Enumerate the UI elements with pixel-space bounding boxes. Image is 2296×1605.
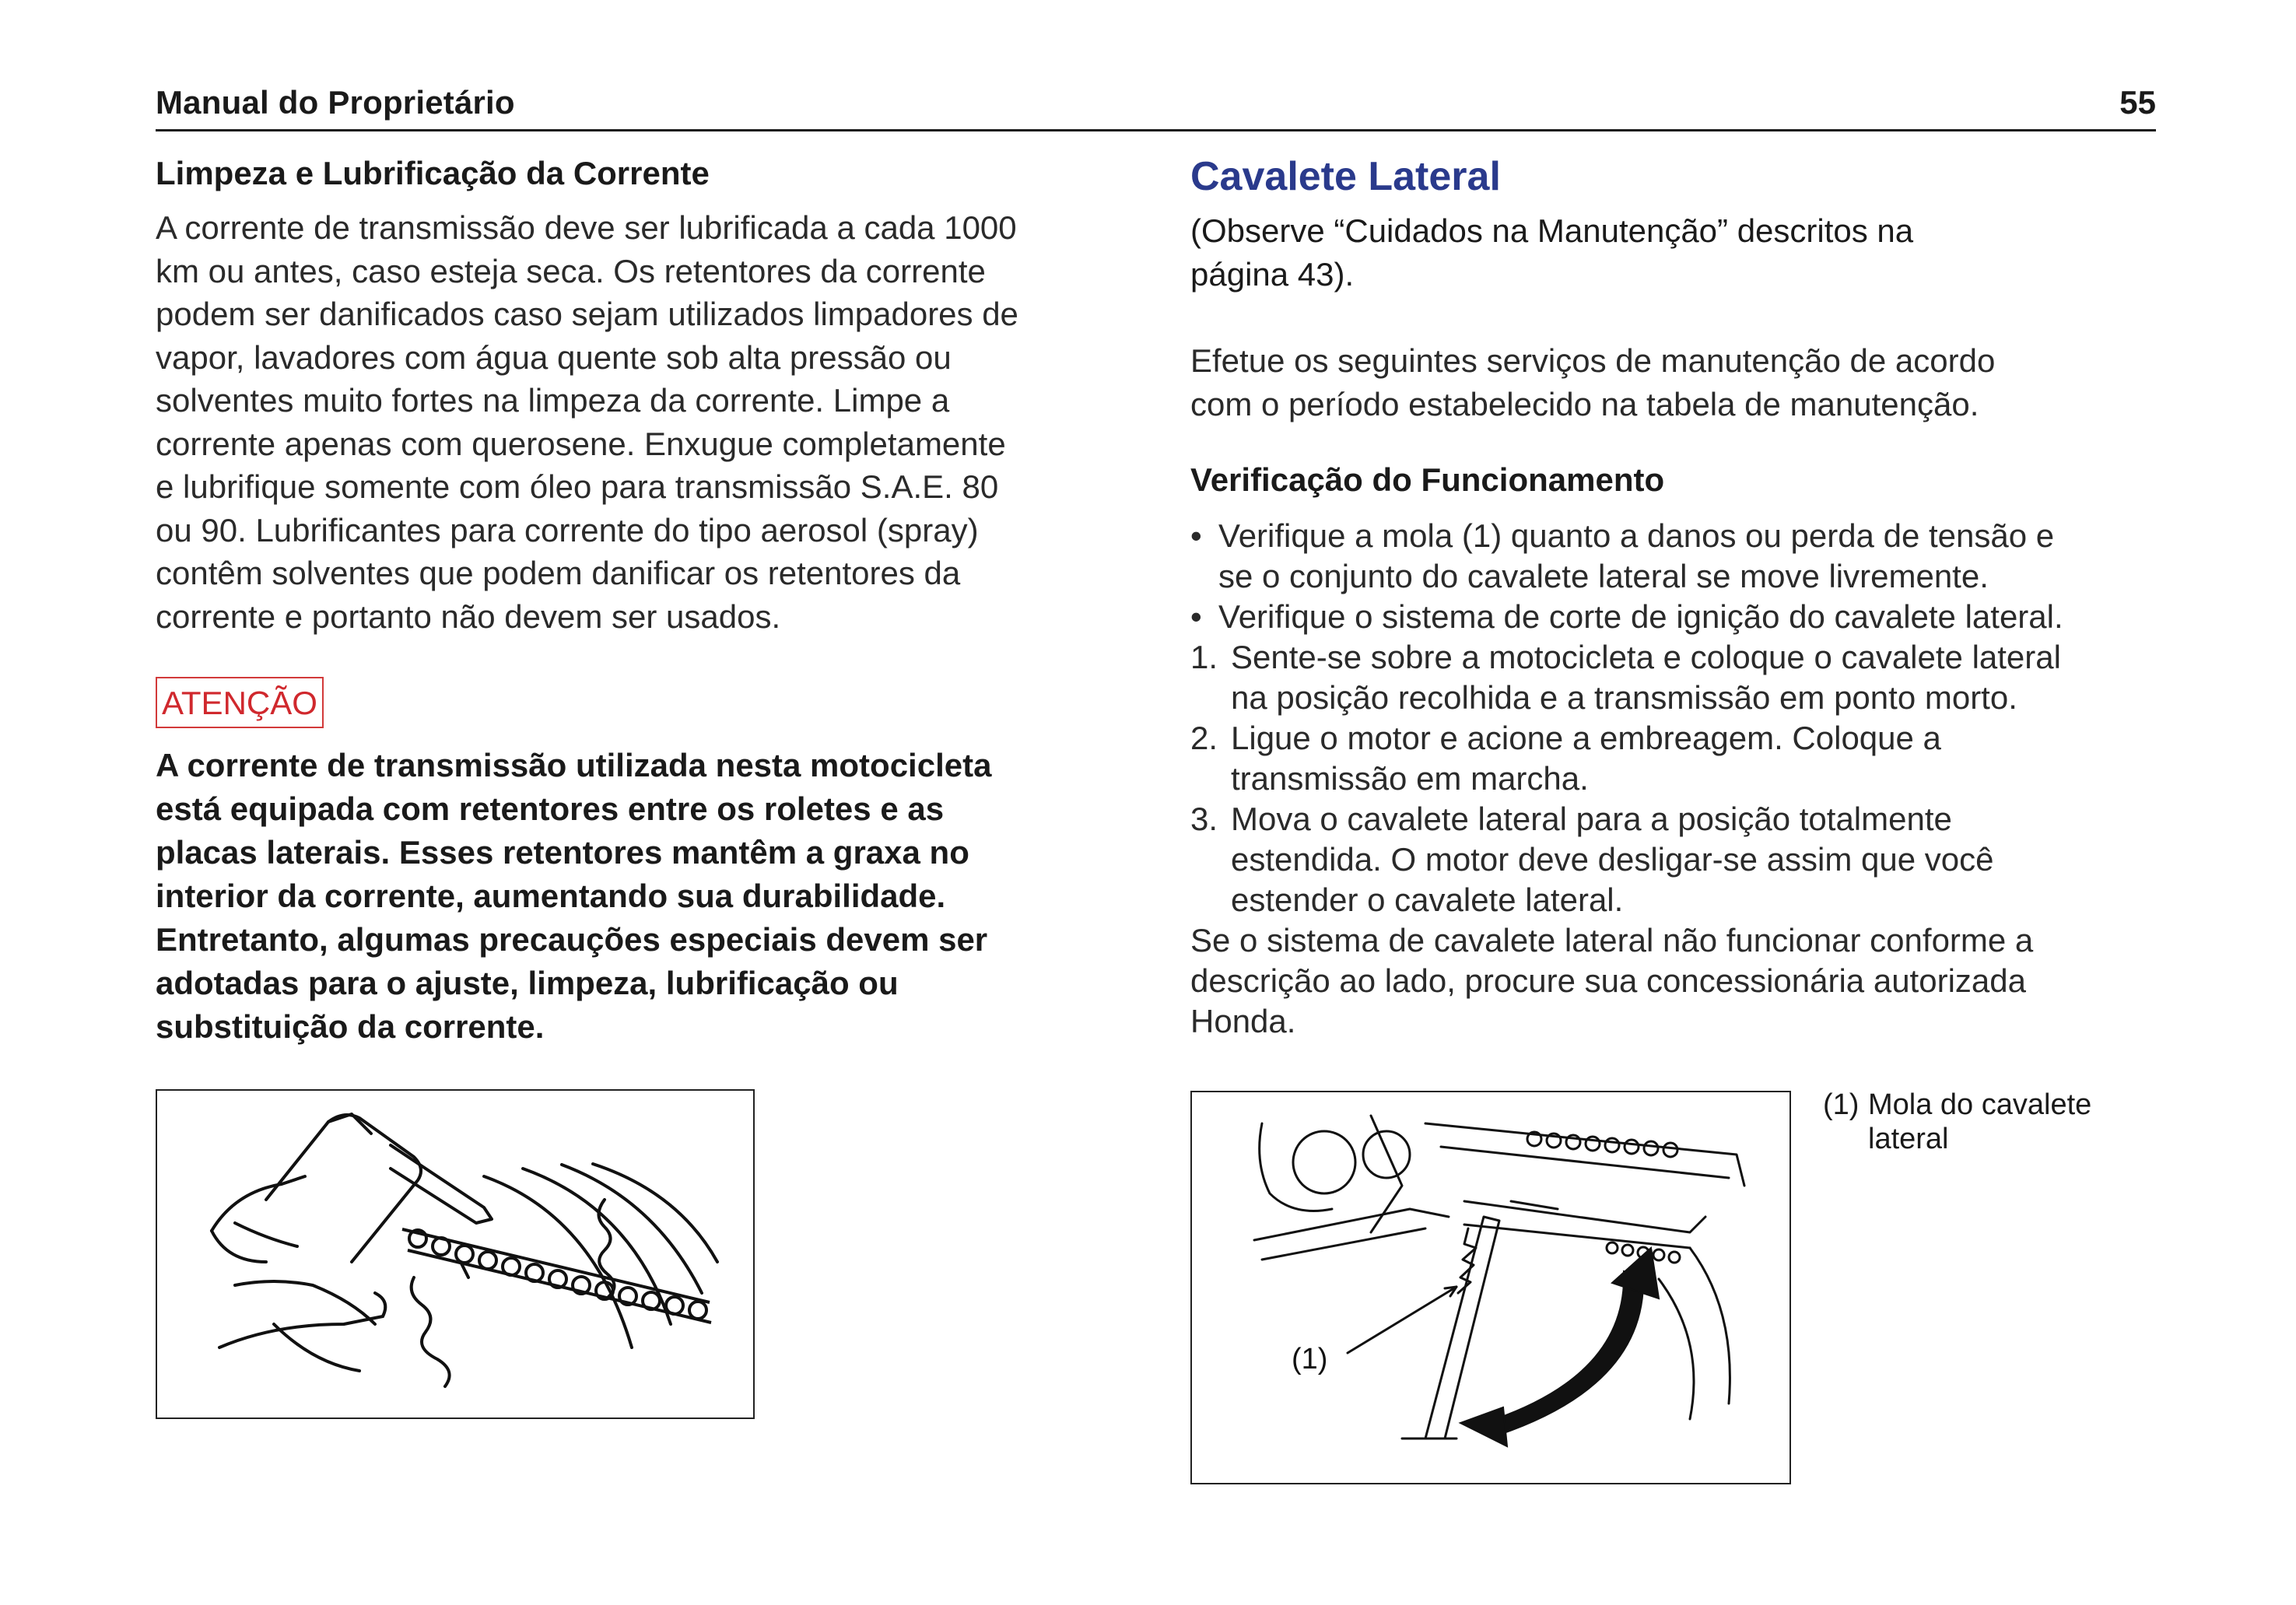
text-line: A corrente de transmissão deve ser lubrificada a cada 1000 — [156, 209, 1017, 246]
list-line: Verifique o sistema de corte de ignição do cavalete lateral. — [1218, 598, 2063, 635]
caption-line: Mola do cavalete — [1868, 1088, 2092, 1121]
side-stand-drawing — [1192, 1092, 1789, 1483]
closing-line: descrição ao lado, procure sua concessionária autorizada — [1190, 962, 2026, 999]
caption-number: (1) — [1823, 1088, 1860, 1121]
step-marker: 1. — [1190, 639, 1218, 675]
left-column — [156, 152, 1120, 1049]
list-item — [1190, 799, 2163, 920]
list-line: Verifique a mola (1) quanto a danos ou perda de tensão e — [1218, 517, 2055, 554]
chain-section-heading: Limpeza e Lubrificação da Corrente — [156, 155, 710, 191]
list-item — [1190, 597, 2163, 637]
bullet-marker: • — [1190, 598, 1202, 635]
closing-line: Honda. — [1190, 1003, 1296, 1039]
side-stand-illustration — [1190, 1091, 1791, 1484]
text-line: solventes muito fortes na limpeza da corrente. Limpe a — [156, 382, 950, 419]
bullet-marker: • — [1190, 517, 1202, 554]
check-heading: Verificação do Funcionamento — [1190, 461, 1665, 498]
text-line: corrente apenas com querosene. Enxugue completamente — [156, 425, 1006, 462]
list-item — [1190, 516, 2163, 597]
intro-line: com o período estabelecido na tabela de manutenção. — [1190, 385, 1979, 422]
text-line: vapor, lavadores com água quente sob alta pressão ou — [156, 338, 952, 376]
text-line: km ou antes, caso esteja seca. Os retentores da corrente — [156, 252, 986, 289]
step-marker: 3. — [1190, 801, 1218, 837]
caption-line: lateral — [1868, 1123, 1949, 1155]
header-divider — [156, 129, 2156, 131]
warning-line: Entretanto, algumas precauções especiais devem ser — [156, 921, 988, 958]
maintenance-note — [1190, 209, 2163, 296]
figure-caption — [1823, 1088, 2150, 1156]
list-line: na posição recolhida e a transmissão em ponto morto. — [1231, 679, 2017, 716]
closing-line: Se o sistema de cavalete lateral não funcionar conforme a — [1190, 922, 2034, 958]
text-line: contêm solventes que podem danificar os retentores da — [156, 555, 961, 591]
text-line: e lubrifique somente com óleo para transmissão S.A.E. 80 — [156, 468, 999, 505]
step-marker: 2. — [1190, 720, 1218, 756]
text-line: podem ser danificados caso sejam utilizados limpadores de — [156, 296, 1018, 332]
chain-paragraph — [156, 206, 1120, 638]
figure-callout-label: (1) — [1292, 1343, 1328, 1375]
right-column — [1190, 152, 2163, 1042]
text-line: corrente e portanto não devem ser usados. — [156, 597, 781, 635]
list-line: Ligue o motor e acione a embreagem. Coloque a — [1231, 720, 1941, 756]
note-line: página 43). — [1190, 255, 1355, 293]
list-item — [1190, 637, 2163, 718]
chain-spray-drawing — [157, 1091, 753, 1418]
chain-lubrication-illustration — [156, 1089, 755, 1419]
section-title: Cavalete Lateral — [1190, 154, 1501, 199]
intro-paragraph — [1190, 339, 2163, 426]
warning-line: substituição da corrente. — [156, 1008, 545, 1045]
warning-line: interior da corrente, aumentando sua durabilidade. — [156, 878, 946, 914]
text-line: ou 90. Lubrificantes para corrente do tipo aerosol (spray) — [156, 511, 979, 548]
page-number: 55 — [2119, 84, 2156, 121]
list-item — [1190, 718, 2163, 799]
list-line: estendida. O motor deve desligar-se assim que você — [1231, 841, 1994, 878]
warning-line: adotadas para o ajuste, limpeza, lubrificação ou — [156, 965, 899, 1001]
warning-line: está equipada com retentores entre os roletes e as — [156, 790, 945, 827]
list-line: estender o cavalete lateral. — [1231, 881, 1624, 918]
warning-line: A corrente de transmissão utilizada nesta motocicleta — [156, 747, 992, 783]
note-line: (Observe “Cuidados na Manutenção” descritos na — [1190, 212, 1914, 249]
list-line: Mova o cavalete lateral para a posição totalmente — [1231, 801, 1952, 837]
check-list — [1190, 516, 2163, 1042]
warning-line: placas laterais. Esses retentores mantêm a graxa no — [156, 834, 969, 871]
attention-label: ATENÇÃO — [156, 677, 324, 728]
list-line: Sente-se sobre a motocicleta e coloque o cavalete lateral — [1231, 639, 2061, 675]
running-header-title: Manual do Proprietário — [156, 84, 515, 121]
intro-line: Efetue os seguintes serviços de manutenção de acordo — [1190, 342, 1996, 379]
warning-paragraph — [156, 744, 1120, 1049]
list-line: transmissão em marcha. — [1231, 760, 1589, 797]
list-line: se o conjunto do cavalete lateral se move livremente. — [1218, 558, 1989, 594]
